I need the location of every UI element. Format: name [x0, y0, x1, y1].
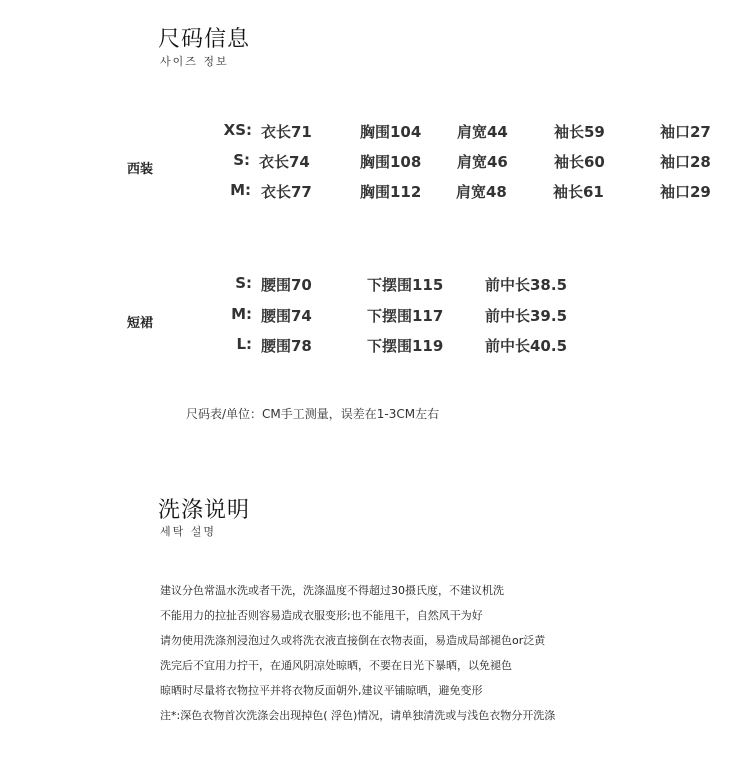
wash-instructions-subtitle: 세탁 설명 — [160, 525, 217, 538]
size-label: XS: — [223, 121, 252, 139]
size-label: S: — [235, 274, 252, 292]
shoulder-value: 肩宽46 — [457, 153, 508, 171]
size-label: S: — [233, 151, 250, 169]
chest-value: 胸围104 — [360, 123, 422, 141]
size-label: L: — [236, 335, 252, 353]
wash-instruction-line: 洗完后不宜用力拧干，在通风阴凉处晾晒，不要在日光下暴晒，以免褪色 — [160, 659, 512, 672]
chest-value: 胸围108 — [360, 153, 422, 171]
chest-value: 胸围112 — [360, 183, 422, 201]
waist-value: 腰围78 — [261, 337, 312, 355]
wash-instruction-line: 不能用力的拉扯否则容易造成衣服变形;也不能甩干，自然风干为好 — [160, 609, 483, 622]
wash-instruction-line: 晾晒时尽量将衣物拉平并将衣物反面朝外,建议平铺晾晒，避免变形 — [160, 684, 483, 697]
skirt-category-label: 短裙 — [127, 316, 154, 331]
cuff-value: 袖口27 — [660, 123, 711, 141]
sleeve-value: 袖长61 — [553, 183, 604, 201]
hem-value: 下摆围117 — [367, 307, 444, 325]
suit-category-label: 西装 — [127, 162, 154, 177]
waist-value: 腰围70 — [261, 276, 312, 294]
length-value: 衣长71 — [261, 123, 312, 141]
size-info-title: 尺码信息 — [158, 27, 251, 52]
cuff-value: 袖口28 — [660, 153, 711, 171]
wash-instructions-title: 洗涤说明 — [158, 498, 251, 523]
size-label: M: — [231, 305, 252, 323]
wash-instruction-line: 注*:深色衣物首次洗涤会出现掉色( 浮色)情况，请单独清洗或与浅色衣物分开洗涤 — [160, 709, 556, 722]
cuff-value: 袖口29 — [660, 183, 711, 201]
length-value: 衣长77 — [261, 183, 312, 201]
waist-value: 腰围74 — [261, 307, 312, 325]
length-value: 衣长74 — [259, 153, 310, 171]
front-length-value: 前中长38.5 — [485, 276, 568, 294]
wash-instruction-line: 请勿使用洗涤剂浸泡过久或将洗衣液直接倒在衣物表面，易造成局部褪色or泛黄 — [160, 634, 546, 647]
size-info-subtitle: 사이즈 정보 — [160, 55, 229, 68]
sleeve-value: 袖长60 — [554, 153, 605, 171]
sleeve-value: 袖长59 — [554, 123, 605, 141]
size-label: M: — [230, 181, 251, 199]
shoulder-value: 肩宽48 — [456, 183, 507, 201]
hem-value: 下摆围115 — [367, 276, 444, 294]
wash-instruction-line: 建议分色常温水洗或者干洗，洗涤温度不得超过30摄氏度，不建议机洗 — [160, 584, 504, 597]
hem-value: 下摆围119 — [367, 337, 444, 355]
size-unit-note: 尺码表/单位：CM手工测量，误差在1-3CM左右 — [186, 407, 440, 421]
front-length-value: 前中长40.5 — [485, 337, 568, 355]
front-length-value: 前中长39.5 — [485, 307, 568, 325]
shoulder-value: 肩宽44 — [457, 123, 508, 141]
